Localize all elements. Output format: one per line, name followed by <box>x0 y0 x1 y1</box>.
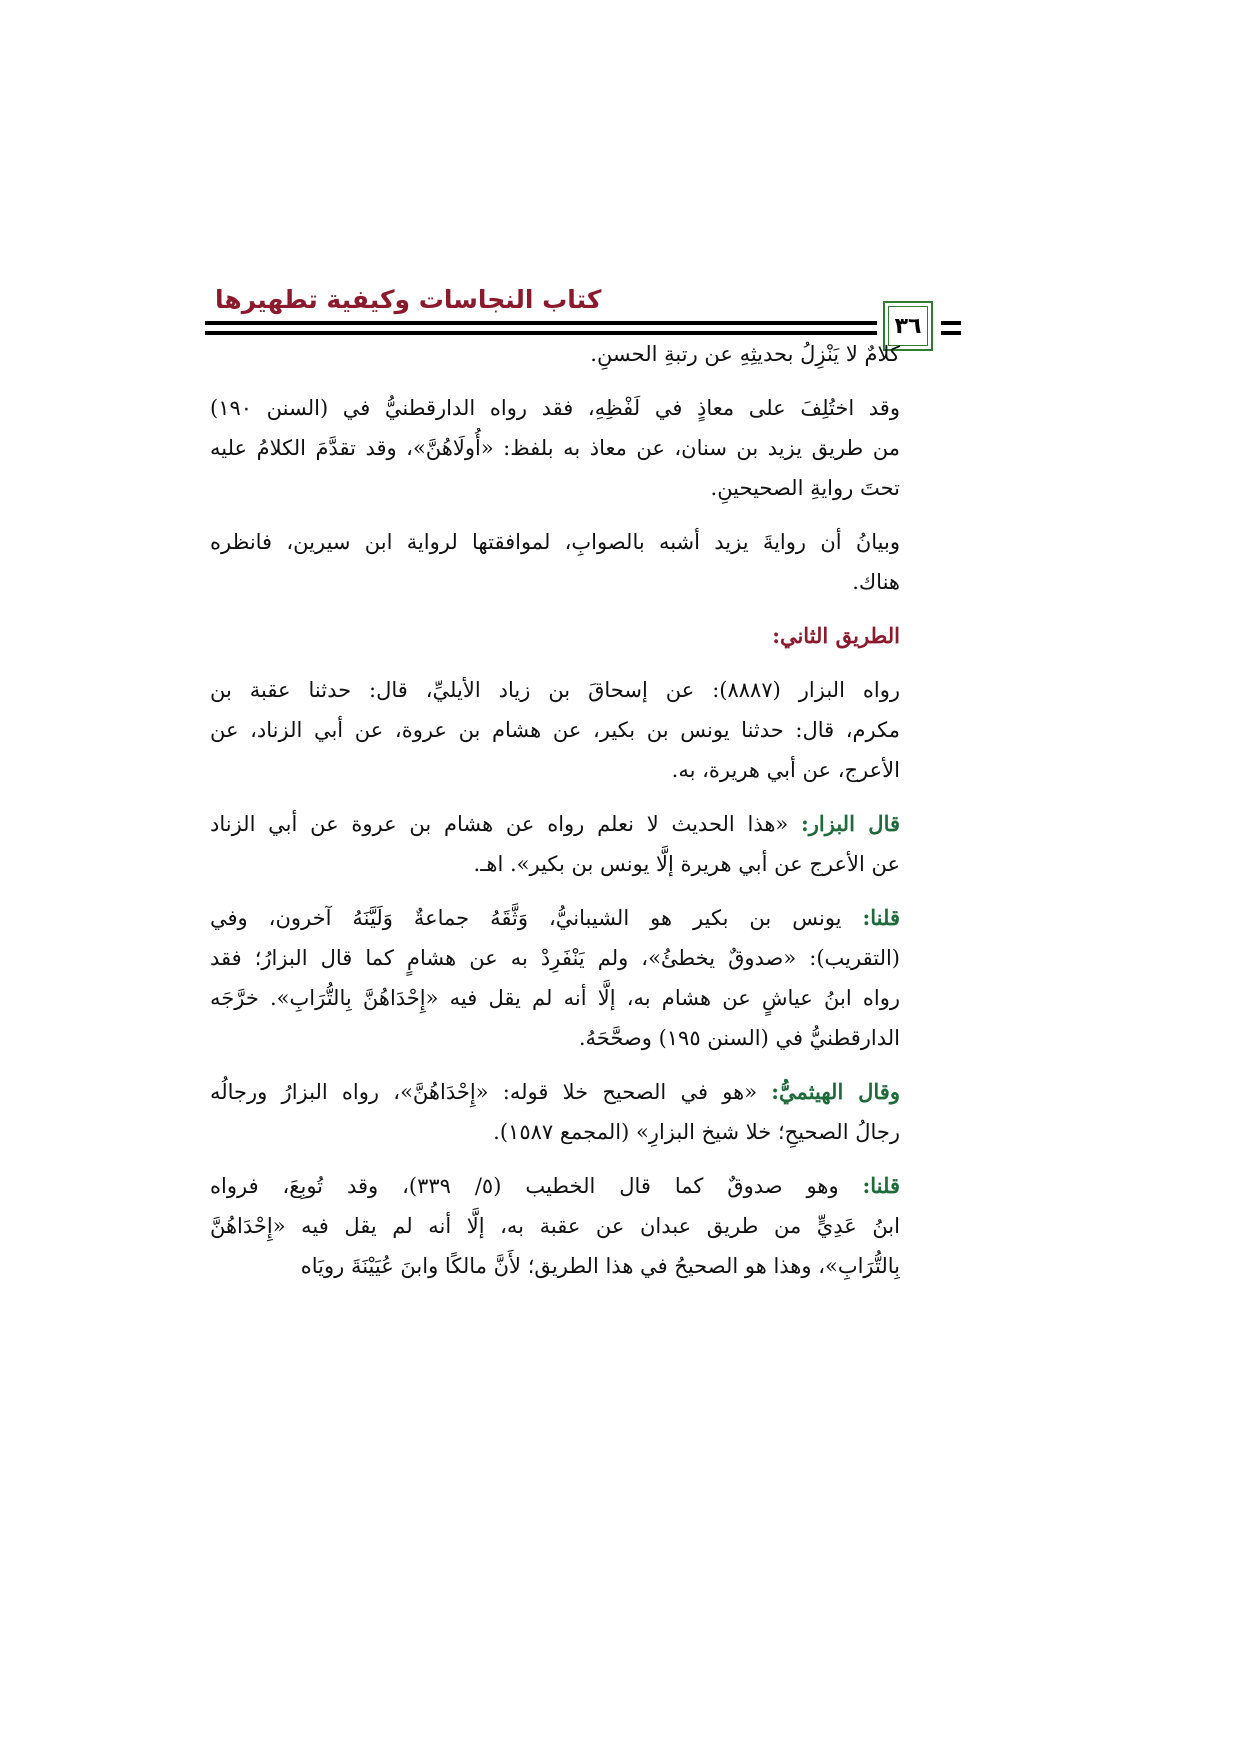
text-line: عن الأعرج عن أبي هريرة إلَّا يونس بن بكير». اهـ. <box>473 852 900 876</box>
speaker-label: قلنا: <box>862 905 900 930</box>
header-rule-right-top <box>941 321 961 325</box>
page-number: ٣٦ <box>894 313 922 339</box>
text-line: بِالتُّرَابِ»، وهذا هو الصحيحُ في هذا الطريق؛ لأَنَّ مالكًا وابنَ عُيَيْنَةَ رويَاه <box>300 1254 900 1278</box>
paragraph <box>210 804 900 884</box>
text-line: كلامٌ لا يَنْزِلُ بحديثِهِ عن رتبةِ الحسنِ. <box>590 342 900 366</box>
text-line: وبيانُ أن روايةَ يزيد أشبه بالصوابِ، لموافقتها لرواية ابن سيرين، فانظره <box>210 530 900 554</box>
text-line <box>210 898 900 938</box>
text-line: رواه البزار (٨٨٨٧): عن إسحاقَ بن زياد الأيليِّ، قال: حدثنا عقبة بن <box>210 678 900 702</box>
paragraph <box>210 1072 900 1152</box>
line-text: «هو في الصحيح خلا قوله: «إِحْدَاهُنَّ»، رواه البزارُ ورجالُه <box>210 1080 772 1104</box>
section-heading: الطريق الثاني: <box>772 623 900 648</box>
header-rule-right-bottom <box>941 331 961 335</box>
paragraph <box>210 670 900 790</box>
header-rule-top <box>205 321 877 325</box>
text-line: ابنُ عَدِيٍّ من طريق عبدان عن عقبة به، إلَّا أنه لم يقل فيه «إِحْدَاهُنَّ <box>210 1214 900 1238</box>
text-line: الدارقطنيُّ في (السنن ١٩٥) وصحَّحَهُ. <box>578 1026 900 1050</box>
paragraph <box>210 388 900 508</box>
page-body <box>210 334 900 1300</box>
text-line: من طريق يزيد بن سنان، عن معاذ به بلفظ: «أُولَاهُنَّ»، وقد تقدَّمَ الكلامُ عليه <box>210 436 900 460</box>
line-text: «هذا الحديث لا نعلم رواه عن هشام بن عروة عن أبي الزناد <box>210 812 802 836</box>
text-line: هناك. <box>852 570 900 594</box>
text-line: مكرم، قال: حدثنا يونس بن بكير، عن هشام بن عروة، عن أبي الزناد، عن <box>210 718 900 742</box>
speaker-label: قال البزار: <box>801 811 900 836</box>
text-line: (التقريب): «صدوقٌ يخطئُ»، ولم يَنْفَرِدْ به عن هشامٍ كما قال البزارُ؛ فقد <box>210 946 900 970</box>
text-line: تحتَ روايةِ الصحيحينِ. <box>710 476 900 500</box>
speaker-label: قلنا: <box>862 1173 900 1198</box>
line-text: يونس بن بكير هو الشيبانيُّ، وَثَّقَهُ جماعةٌ وَلَيَّنَهُ آخرون، وفي <box>210 906 863 930</box>
text-line: رجالُ الصحيحِ؛ خلا شيخ البزارِ» (المجمع ١٥٨٧). <box>493 1120 900 1144</box>
speaker-label: وقال الهيثميُّ: <box>771 1079 900 1104</box>
paragraph <box>210 334 900 374</box>
text-line <box>210 1072 900 1112</box>
text-line <box>210 804 900 844</box>
text-line: الأعرج، عن أبي هريرة، به. <box>671 758 900 782</box>
paragraph <box>210 522 900 602</box>
book-title: كتاب النجاسات وكيفية تطهيرها <box>215 285 602 314</box>
text-line: وقد اختُلِفَ على معاذٍ في لَفْظِهِ، فقد رواه الدارقطنيُّ في (السنن ١٩٠) <box>210 396 900 420</box>
text-line <box>210 1166 900 1206</box>
paragraph <box>210 1166 900 1286</box>
paragraph <box>210 898 900 1058</box>
line-text: وهو صدوقٌ كما قال الخطيب (٥/ ٣٣٩)، وقد تُوبِعَ، فرواه <box>210 1174 863 1198</box>
text-line: رواه ابنُ عياشٍ عن هشام به، إلَّا أنه لم يقل فيه «إِحْدَاهُنَّ بِالتُّرَابِ». خرَّجَه <box>210 986 900 1010</box>
